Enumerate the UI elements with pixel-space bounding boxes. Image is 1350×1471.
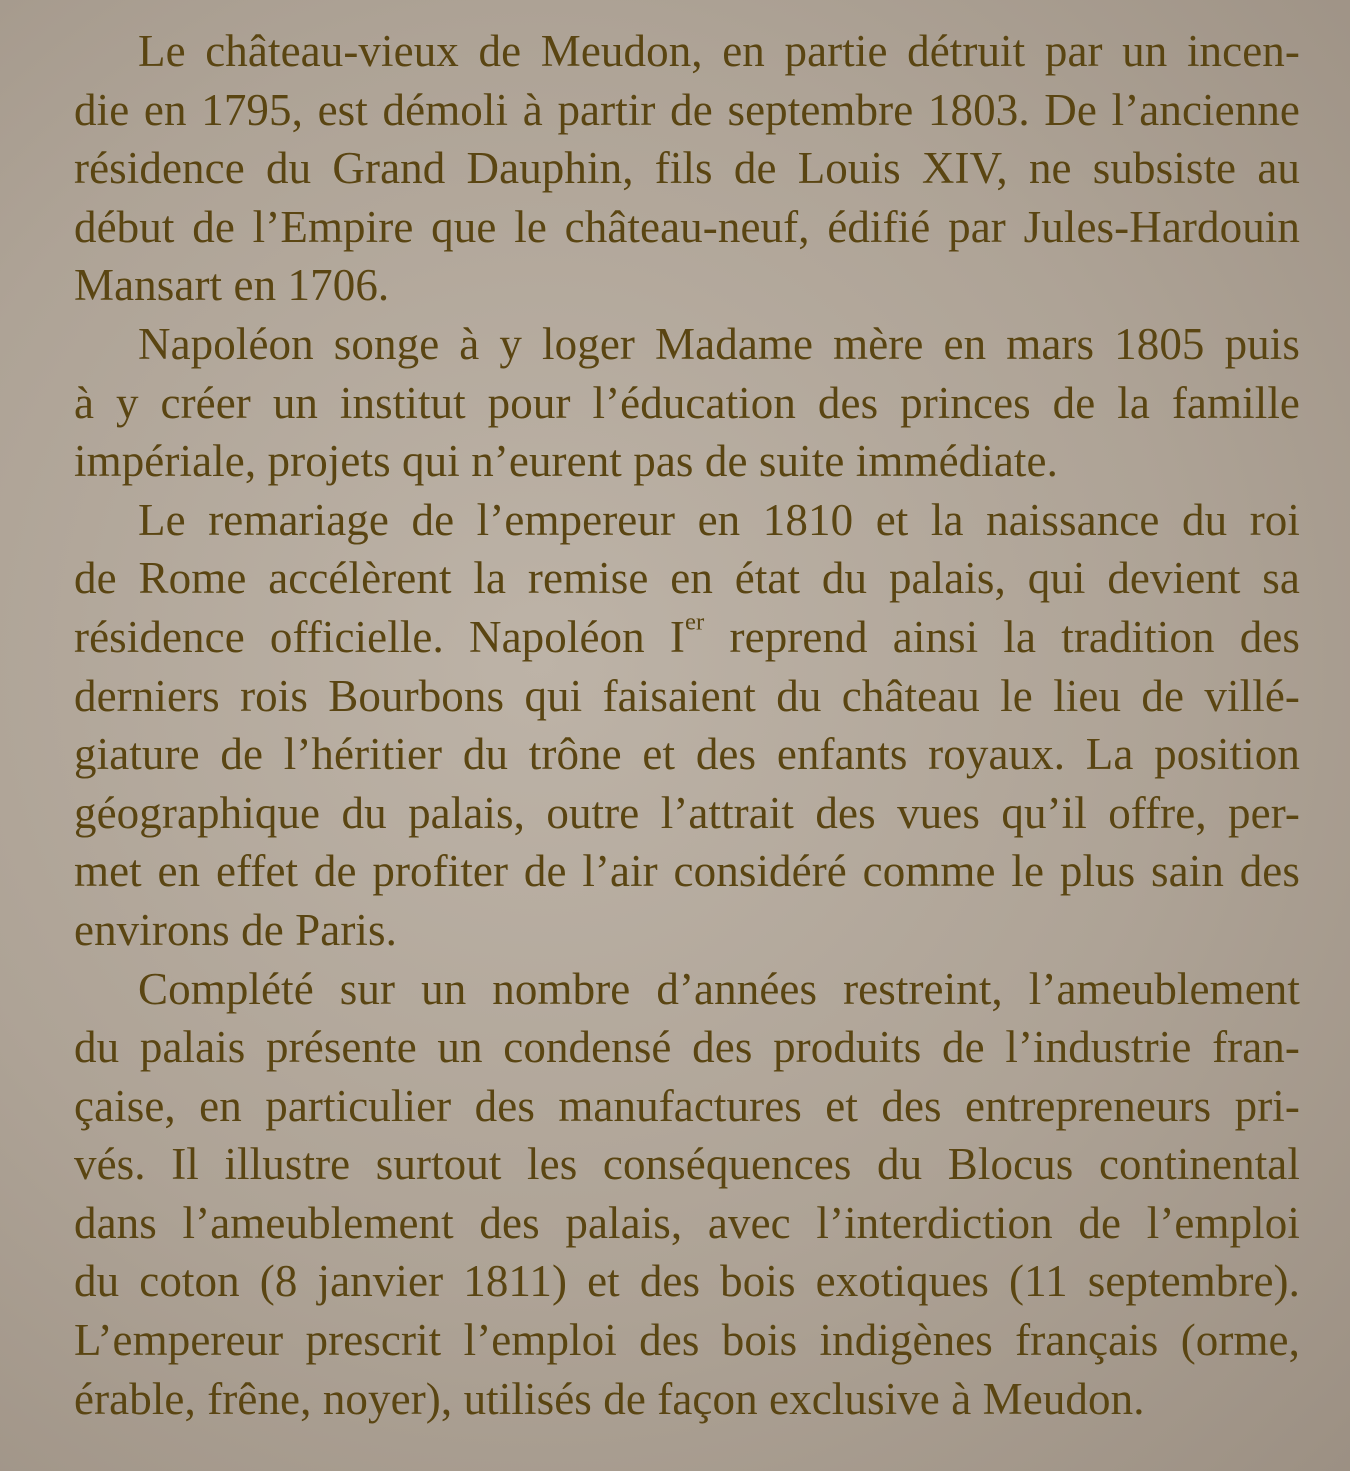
text-line: Mansart en 1706. — [74, 260, 390, 311]
text-line: résidence du Grand Dauphin, fils de Louis XIV, ne subsiste au — [74, 143, 1300, 194]
superscript: er — [684, 608, 705, 636]
paragraph-3 — [74, 491, 1306, 960]
text-line: met en effet de profiter de l’air considéré comme le plus sain des — [74, 846, 1300, 897]
text-line: Le château-vieux de Meudon, en partie détruit par un incen- — [138, 26, 1300, 76]
text-line: environs de Paris. — [74, 904, 397, 955]
text-line: à y créer un institut pour l’éducation des princes de la famille — [74, 377, 1300, 428]
text-line — [74, 608, 1300, 667]
text-line: Napoléon songe à y loger Madame mère en mars 1805 puis — [138, 318, 1300, 369]
text-line: début de l’Empire que le château-neuf, édifié par Jules-Hardouin — [74, 201, 1300, 252]
paragraph-4 — [74, 960, 1306, 1429]
text-line: Le remariage de l’empereur en 1810 et la naissance du roi — [138, 494, 1300, 545]
text-line: vés. Il illustre surtout les conséquences du Blocus continental — [74, 1139, 1300, 1190]
text-line: du coton (8 janvier 1811) et des bois exotiques (11 septembre). — [74, 1256, 1300, 1307]
text-line: impériale, projets qui n’eurent pas de suite immédiate. — [74, 436, 1058, 487]
text-line: L’empereur prescrit l’emploi des bois indigènes français (orme, — [74, 1315, 1300, 1366]
text-line: giature de l’héritier du trône et des enfants royaux. La position — [74, 729, 1300, 780]
text-segment: reprend ainsi la tradition des — [704, 611, 1300, 662]
text-segment: résidence officielle. Napoléon I — [74, 611, 685, 662]
text-line: de Rome accélèrent la remise en état du palais, qui devient sa — [74, 553, 1300, 604]
text-line: Complété sur un nombre d’années restreint, l’ameublement — [138, 963, 1300, 1014]
paragraph-1 — [74, 22, 1306, 315]
text-line: dans l’ameublement des palais, avec l’interdiction de l’emploi — [74, 1197, 1300, 1248]
text-line: du palais présente un condensé des produits de l’industrie fran- — [74, 1022, 1300, 1073]
text-line: derniers rois Bourbons qui faisaient du château le lieu de villé- — [74, 670, 1300, 721]
text-line: érable, frêne, noyer), utilisés de façon exclusive à Meudon. — [74, 1373, 1145, 1424]
paragraph-2 — [74, 315, 1306, 491]
text-line: çaise, en particulier des manufactures et des entrepreneurs pri- — [74, 1080, 1300, 1131]
text-line: die en 1795, est démoli à partir de septembre 1803. De l’ancienne — [74, 84, 1300, 135]
text-line: géographique du palais, outre l’attrait des vues qu’il offre, per- — [74, 787, 1300, 838]
